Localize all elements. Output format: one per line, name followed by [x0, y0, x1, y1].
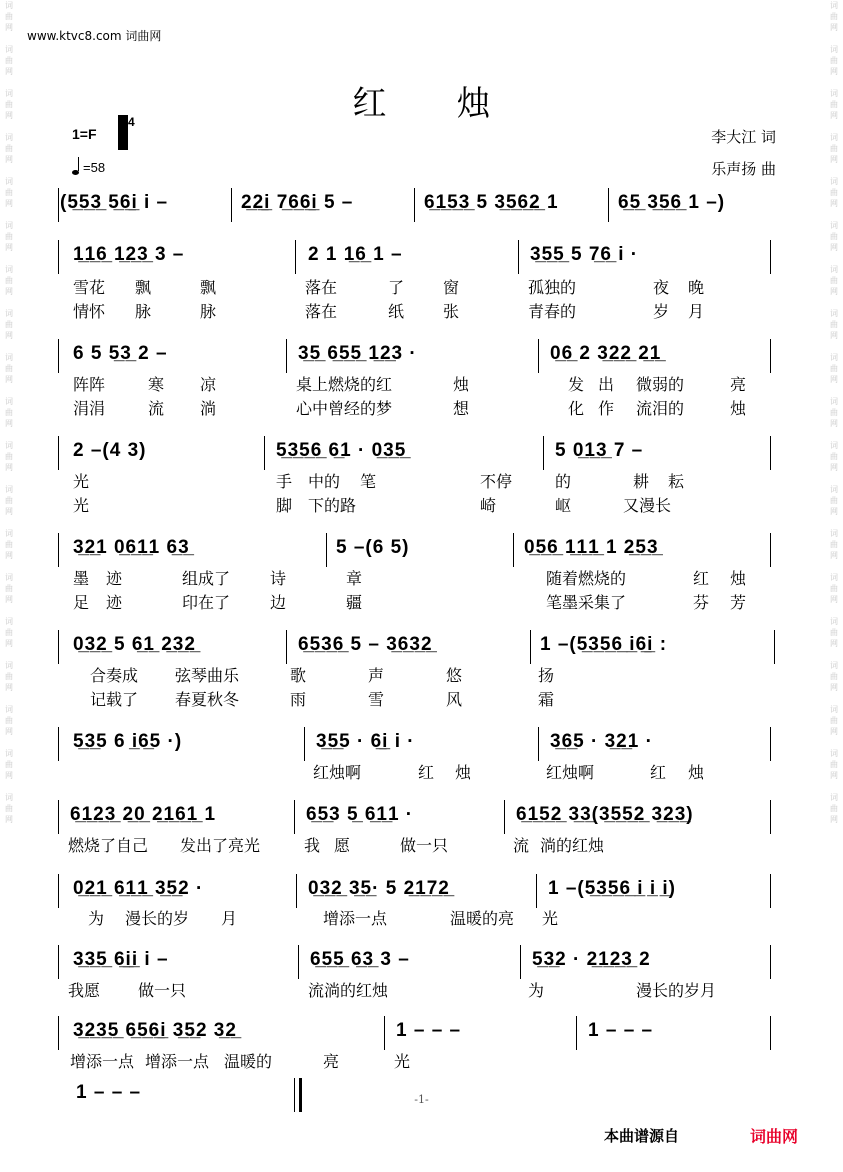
- lyric-word: 了: [388, 278, 405, 297]
- lyric-word: 桌上燃烧的红: [296, 375, 393, 394]
- lyric-word: 飘: [135, 278, 152, 297]
- notation-measure: 1 –(5̲3̲5̲6̲ i̲ i̲ i̲): [548, 878, 677, 899]
- lyric-word: 合奏成: [90, 666, 139, 685]
- barline: [286, 630, 287, 664]
- score-row: [58, 876, 780, 906]
- lyric-word: 章: [346, 569, 363, 588]
- score-row: [58, 438, 780, 468]
- page-title: 红烛: [352, 84, 561, 124]
- lyric-word: 愿: [334, 836, 351, 855]
- lyric-word: 红烛啊: [546, 763, 595, 782]
- barline: [384, 1016, 385, 1050]
- lyric-word: 扬: [538, 666, 555, 685]
- barline: [58, 240, 59, 274]
- lyric-word: 做一只: [138, 981, 187, 1000]
- barline: [304, 727, 305, 761]
- lyric-word: 红: [418, 763, 435, 782]
- lyric-word: 中的: [308, 472, 341, 491]
- lyric-word: 脚: [276, 496, 293, 515]
- barline: [58, 945, 59, 979]
- lyric-word: 发出了亮光: [180, 836, 261, 855]
- notation-measure: 5 0̲1̲3̲ 7 –: [555, 440, 644, 461]
- score-row: [58, 729, 780, 759]
- lyric-word: 漫长的岁: [125, 909, 190, 928]
- notation-measure: 0̲5̲6̲ 1̲1̲1̲ 1 2̲5̲3̲: [524, 537, 659, 558]
- lyric-word: 耕: [633, 472, 650, 491]
- notation-measure: 2 –(4 3): [73, 440, 147, 461]
- lyric-word: 纸: [388, 302, 405, 321]
- lyric-word: 光: [394, 1052, 411, 1071]
- lyric-word: 凉: [200, 375, 217, 394]
- lyric-word: 红: [650, 763, 667, 782]
- notation-measure: (5̲5̲3̲ 5̲6̲i̲ i –: [60, 192, 169, 213]
- barline: [608, 188, 609, 222]
- notation-measure: 3̲5̲5 · 6̲i̲ i ·: [316, 731, 415, 752]
- site-url: www.ktvc8.com 词曲网: [27, 29, 162, 43]
- notation-measure: 3̲5̲ 6̲5̲5̲ 1̲2̲3 ·: [298, 343, 417, 364]
- barline: [296, 874, 297, 908]
- barline: [58, 533, 59, 567]
- notation-measure: 0̲2̲1̲ 6̲1̲1̲ 3̲5̲2 ·: [73, 878, 204, 899]
- lyric-word: 足: [73, 593, 90, 612]
- lyric-word: 窗: [443, 278, 460, 297]
- lyric-word: 发: [568, 375, 585, 394]
- notation-measure: 6̲5̲ 3̲5̲6̲ 1 –): [618, 192, 726, 213]
- lyric-word: 为: [528, 981, 545, 1000]
- lyric-word: 流淌的红烛: [308, 981, 389, 1000]
- score-row: [58, 535, 780, 565]
- notation-measure: 5̲3̲5̲6̲ 6̲1 · 0̲3̲5̲: [276, 440, 407, 461]
- lyric-word: 阵阵: [73, 375, 106, 394]
- barline: [414, 188, 415, 222]
- barline: [326, 533, 327, 567]
- lyric-word: 的: [555, 472, 572, 491]
- lyric-word: 歌: [290, 666, 307, 685]
- lyric-word: 迹: [106, 593, 123, 612]
- notation-measure: 0̲6̲ 2 3̲2̲2̲ 2̲1̲: [550, 343, 662, 364]
- barline: [774, 630, 775, 664]
- lyric-word: 雨: [290, 690, 307, 709]
- lyricist-credit: 李大江 词: [711, 128, 776, 146]
- notation-measure: 2 1 1̲6̲ 1 –: [308, 244, 403, 265]
- score-row: [58, 190, 780, 220]
- barline: [58, 188, 59, 222]
- lyric-word: 烛: [688, 763, 705, 782]
- lyric-word: 岖: [555, 496, 572, 515]
- barline: [770, 800, 771, 834]
- notation-measure: 1 – – –: [588, 1020, 654, 1041]
- lyric-word: 落在: [305, 302, 338, 321]
- page-number: -1-: [414, 1093, 429, 1106]
- notation-measure: 0̲3̲2̲ 3̲5̲· 5 2̲1̲7̲2̲: [308, 878, 450, 899]
- notation-measure: 3̲3̲5̲ 6̲i̲i̲ i –: [73, 949, 169, 970]
- notation-measure: 5̲3̲5 6 i̲6̲5 ·): [73, 731, 183, 752]
- lyric-word: 红烛啊: [313, 763, 362, 782]
- notation-measure: 6̲5̲3̲6̲ 5 – 3̲6̲3̲2̲: [298, 634, 433, 655]
- lyric-word: 飘: [200, 278, 217, 297]
- lyric-word: 淌: [200, 399, 217, 418]
- score-row: [58, 1018, 780, 1048]
- lyric-word: 笔墨采集了: [546, 593, 627, 612]
- lyric-word: 组成了: [182, 569, 231, 588]
- lyric-word: 下的路: [308, 496, 357, 515]
- barline: [770, 240, 771, 274]
- left-watermark: 词 曲 网 词 曲 网 词 曲 网 词 曲 网 词 曲 网 词 曲 网 词 曲 网 词 曲 网 词 曲 网 词 曲 网 词 曲 网 词 曲 网 词 曲 网 词 曲 网 词 曲 网 词 曲 网 词 曲 网 词 曲 网 词 曲 网: [5, 1, 13, 824]
- lyric-word: 我愿: [68, 981, 101, 1000]
- barline: [770, 874, 771, 908]
- lyric-word: 做一只: [400, 836, 449, 855]
- lyric-word: 脉: [135, 302, 152, 321]
- lyric-word: 微弱的: [636, 375, 685, 394]
- lyric-word: 记载了: [90, 690, 139, 709]
- barline: [770, 339, 771, 373]
- notation-measure: 6̲1̲5̲2̲ 3̲3̲(3̲5̲5̲2̲ 3̲2̲3̲): [516, 804, 694, 825]
- lyric-word: 我: [304, 836, 321, 855]
- lyric-word: 光: [73, 496, 90, 515]
- notation-measure: 1 – – –: [396, 1020, 462, 1041]
- tempo-value: =58: [83, 160, 106, 175]
- right-watermark: 词 曲 网 词 曲 网 词 曲 网 词 曲 网 词 曲 网 词 曲 网 词 曲 网 词 曲 网 词 曲 网 词 曲 网 词 曲 网 词 曲 网 词 曲 网 词 曲 网 词 曲 网 词 曲 网 词 曲 网 词 曲 网 词 曲 网: [830, 1, 838, 824]
- notation-measure: 1 –(5̲3̲5̲6̲ i̲6̲i̲ :: [540, 634, 668, 655]
- lyric-word: 随着燃烧的: [546, 569, 627, 588]
- notation-measure: 6̲5̲3 5̲ 6̲1̲1 ·: [306, 804, 414, 825]
- lyric-word: 雪花: [73, 278, 106, 297]
- lyric-word: 芬: [693, 593, 710, 612]
- lyric-word: 淌的红烛: [540, 836, 605, 855]
- notation-measure: 3̲6̲5 · 3̲2̲1 ·: [550, 731, 653, 752]
- lyric-word: 又漫长: [623, 496, 672, 515]
- lyric-word: 漫长的岁月: [636, 981, 717, 1000]
- lyric-word: 增添一点: [70, 1052, 135, 1071]
- barline: [58, 1016, 59, 1050]
- score-row: [58, 802, 780, 832]
- lyric-word: 温暖的: [224, 1052, 273, 1071]
- barline: [504, 800, 505, 834]
- lyric-word: 夜: [653, 278, 670, 297]
- lyric-word: 光: [73, 472, 90, 491]
- lyric-word: 情怀: [73, 302, 106, 321]
- lyric-word: 亮: [730, 375, 747, 394]
- key-signature: 1=F: [72, 126, 97, 142]
- notation-measure: 6 5 5̲3̲ 2 –: [73, 343, 168, 364]
- lyric-word: 燃烧了自己: [68, 836, 149, 855]
- lyric-word: 青春的: [528, 302, 577, 321]
- source-label: 本曲谱源自: [604, 1127, 680, 1145]
- barline: [58, 727, 59, 761]
- lyric-word: 芳: [730, 593, 747, 612]
- lyric-word: 红: [693, 569, 710, 588]
- lyric-word: 想: [453, 399, 470, 418]
- barline: [770, 727, 771, 761]
- notation-measure: 5̲3̲2 · 2̲1̲2̲3̲ 2: [532, 949, 651, 970]
- lyric-word: 寒: [148, 375, 165, 394]
- lyric-word: 崎: [480, 496, 497, 515]
- lyric-word: 温暖的亮: [450, 909, 515, 928]
- barline: [58, 630, 59, 664]
- barline: [231, 188, 232, 222]
- lyric-word: 烛: [730, 569, 747, 588]
- notation-measure: 6̲1̲5̲3̲ 5 3̲5̲6̲2̲ 1: [424, 192, 559, 213]
- lyric-word: 迹: [106, 569, 123, 588]
- score-row: [58, 242, 780, 272]
- lyric-word: 流: [148, 399, 165, 418]
- notation-measure: 6̲5̲5̲ 6̲3̲ 3 –: [310, 949, 410, 970]
- lyric-word: 边: [270, 593, 287, 612]
- lyric-word: 烛: [730, 399, 747, 418]
- barline: [518, 240, 519, 274]
- barline: [58, 436, 59, 470]
- lyric-word: 流泪的: [636, 399, 685, 418]
- barline: [298, 945, 299, 979]
- lyric-word: 流: [513, 836, 530, 855]
- lyric-word: 孤独的: [528, 278, 577, 297]
- barline: [538, 339, 539, 373]
- lyric-word: 脉: [200, 302, 217, 321]
- lyric-word: 出: [598, 375, 615, 394]
- barline: [264, 436, 265, 470]
- lyric-word: 笔: [360, 472, 377, 491]
- barline: [770, 436, 771, 470]
- barline: [513, 533, 514, 567]
- notation-measure: 3̲2̲3̲5̲ 6̲5̲6̲i̲ 3̲5̲2 3̲2̲: [73, 1020, 237, 1041]
- lyric-word: 岁: [653, 302, 670, 321]
- score-row: [58, 632, 780, 662]
- lyric-word: 心中曾经的梦: [296, 399, 393, 418]
- barline: [58, 874, 59, 908]
- barline: [58, 339, 59, 373]
- barline: [520, 945, 521, 979]
- lyric-word: 晚: [688, 278, 705, 297]
- barline: [543, 436, 544, 470]
- barline: [538, 727, 539, 761]
- notation-measure: 5 –(6 5): [336, 537, 410, 558]
- lyric-word: 霜: [538, 690, 555, 709]
- time-denominator: 4: [128, 115, 135, 129]
- barline: [295, 240, 296, 274]
- lyric-word: 化: [568, 399, 585, 418]
- lyric-word: 月: [221, 909, 238, 928]
- notation-measure: 1 – – –: [76, 1082, 142, 1103]
- lyric-word: 手: [276, 472, 293, 491]
- barline: [576, 1016, 577, 1050]
- lyric-word: 不停: [480, 472, 513, 491]
- lyric-word: 耘: [668, 472, 685, 491]
- score-row: [58, 341, 780, 371]
- lyric-word: 张: [443, 302, 460, 321]
- barline: [770, 1016, 771, 1050]
- barline: [770, 945, 771, 979]
- lyric-word: 雪: [368, 690, 385, 709]
- tempo-marking: [72, 158, 105, 175]
- barline: [286, 339, 287, 373]
- lyric-word: 印在了: [182, 593, 231, 612]
- barline: [536, 874, 537, 908]
- lyric-word: 作: [598, 399, 615, 418]
- lyric-word: 春夏秋冬: [175, 690, 240, 709]
- barline: [58, 800, 59, 834]
- notation-measure: 2̲2̲i̲ 7̲6̲6̲i̲ 5 –: [241, 192, 354, 213]
- notation-measure: 3̲5̲5̲ 5 7̲6̲ i ·: [530, 244, 639, 265]
- lyric-word: 烛: [455, 763, 472, 782]
- notation-measure: 0̲3̲2̲ 5 6̲1̲ 2̲3̲2̲: [73, 634, 196, 655]
- composer-credit: 乐声扬 曲: [711, 160, 776, 178]
- barline: [530, 630, 531, 664]
- lyric-word: 为: [88, 909, 105, 928]
- notation-measure: 1̲1̲6̲ 1̲2̲3̲ 3 –: [73, 244, 185, 265]
- notation-measure: 6̲1̲2̲3̲ 2̲0̲ 2̲1̲6̲1̲ 1: [70, 804, 217, 825]
- lyric-word: 落在: [305, 278, 338, 297]
- score-row: [58, 947, 780, 977]
- brand-logo: 词曲网: [750, 1127, 799, 1146]
- barline: [294, 800, 295, 834]
- lyric-word: 光: [542, 909, 559, 928]
- lyric-word: 悠: [446, 666, 463, 685]
- lyric-word: 弦琴曲乐: [175, 666, 240, 685]
- lyric-word: 烛: [453, 375, 470, 394]
- lyric-word: 亮: [323, 1052, 340, 1071]
- lyric-word: 涓涓: [73, 399, 106, 418]
- lyric-word: 增添一点: [145, 1052, 210, 1071]
- notation-measure: 3̲2̲1 0̲6̲1̲1 6̲3̲: [73, 537, 190, 558]
- time-signature: [118, 116, 135, 129]
- lyric-word: 疆: [346, 593, 363, 612]
- barline: [770, 533, 771, 567]
- lyric-word: 声: [368, 666, 385, 685]
- lyric-word: 增添一点: [323, 909, 388, 928]
- lyric-word: 风: [446, 690, 463, 709]
- lyric-word: 诗: [270, 569, 287, 588]
- lyric-word: 月: [688, 302, 705, 321]
- lyric-word: 墨: [73, 569, 90, 588]
